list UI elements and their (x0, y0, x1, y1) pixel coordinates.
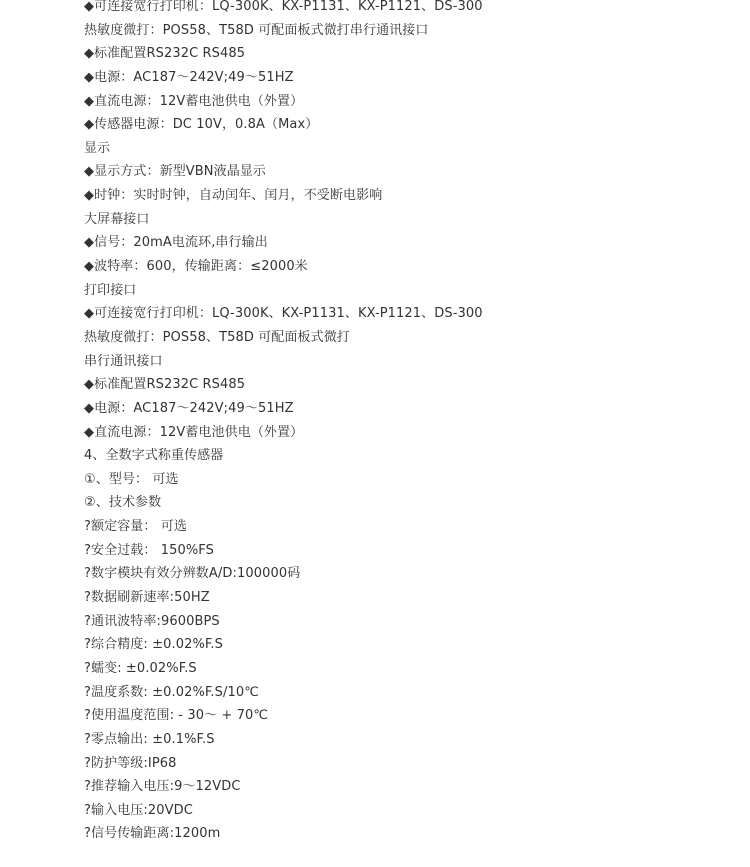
text-line: ①、型号： 可选 (84, 471, 179, 487)
spec-line: ?通讯波特率:9600BPS (84, 613, 220, 629)
text-line: ◆电源：AC187～242V;49～51HZ (84, 400, 294, 416)
text-line: ◆直流电源：12V蓄电池供电（外置） (84, 424, 304, 440)
section-heading: 显示 (84, 140, 111, 156)
text-line: ②、技术参数 (84, 495, 162, 511)
text-line: 热敏度微打：POS58、T58D 可配面板式微打 (84, 329, 350, 345)
text-line: ◆信号：20mA电流环,串行输出 (84, 235, 268, 251)
section-heading: 打印接口 (84, 282, 137, 298)
spec-line: ?数据刷新速率:50HZ (84, 590, 210, 606)
spec-line: ?防护等级:IP68 (84, 755, 177, 771)
spec-line: ?温度系数: ±0.02%F.S/10℃ (84, 684, 259, 700)
spec-line: ?额定容量： 可选 (84, 519, 187, 535)
document-body (84, 0, 734, 846)
spec-line: ?推荐输入电压:9～12VDC (84, 779, 241, 795)
text-line: ◆可连接宽行打印机：LQ-300K、KX-P1131、KX-P1121、DS-300 (84, 306, 483, 322)
section-heading: 大屏幕接口 (84, 211, 150, 227)
text-line: ◆标准配置RS232C RS485 (84, 377, 246, 393)
text-line: ◆直流电源：12V蓄电池供电（外置） (84, 93, 304, 109)
spec-line: ?蠕变: ±0.02%F.S (84, 660, 197, 676)
text-line: ◆显示方式：新型VBN液晶显示 (84, 164, 267, 180)
text-line: ◆可连接宽行打印机：LQ-300K、KX-P1131、KX-P1121、DS-300 (84, 0, 483, 14)
spec-line: ?使用温度范围: - 30～ + 70℃ (84, 708, 269, 724)
spec-line: ?综合精度: ±0.02%F.S (84, 637, 223, 653)
spec-line: ?信号传输距离:1200m (84, 826, 221, 842)
text-line: ◆标准配置RS232C RS485 (84, 46, 246, 62)
spec-line: ?输入电压:20VDC (84, 802, 193, 818)
text-line: ◆传感器电源：DC 10V，0.8A（Max） (84, 117, 319, 133)
spec-line: ?安全过载： 150%FS (84, 542, 214, 558)
spec-line: ?零点输出: ±0.1%F.S (84, 731, 215, 747)
section-heading: 串行通讯接口 (84, 353, 163, 369)
text-line: ◆时钟：实时时钟，自动闰年、闰月，不受断电影响 (84, 188, 383, 204)
text-line: 热敏度微打：POS58、T58D 可配面板式微打串行通讯接口 (84, 22, 429, 38)
text-line: ◆波特率：600，传输距离：≤2000米 (84, 259, 308, 275)
text-line: ◆电源：AC187～242V;49～51HZ (84, 69, 294, 85)
spec-line: ?数字模块有效分辨数A/D:100000码 (84, 566, 301, 582)
section-heading: 4、全数字式称重传感器 (84, 448, 224, 464)
